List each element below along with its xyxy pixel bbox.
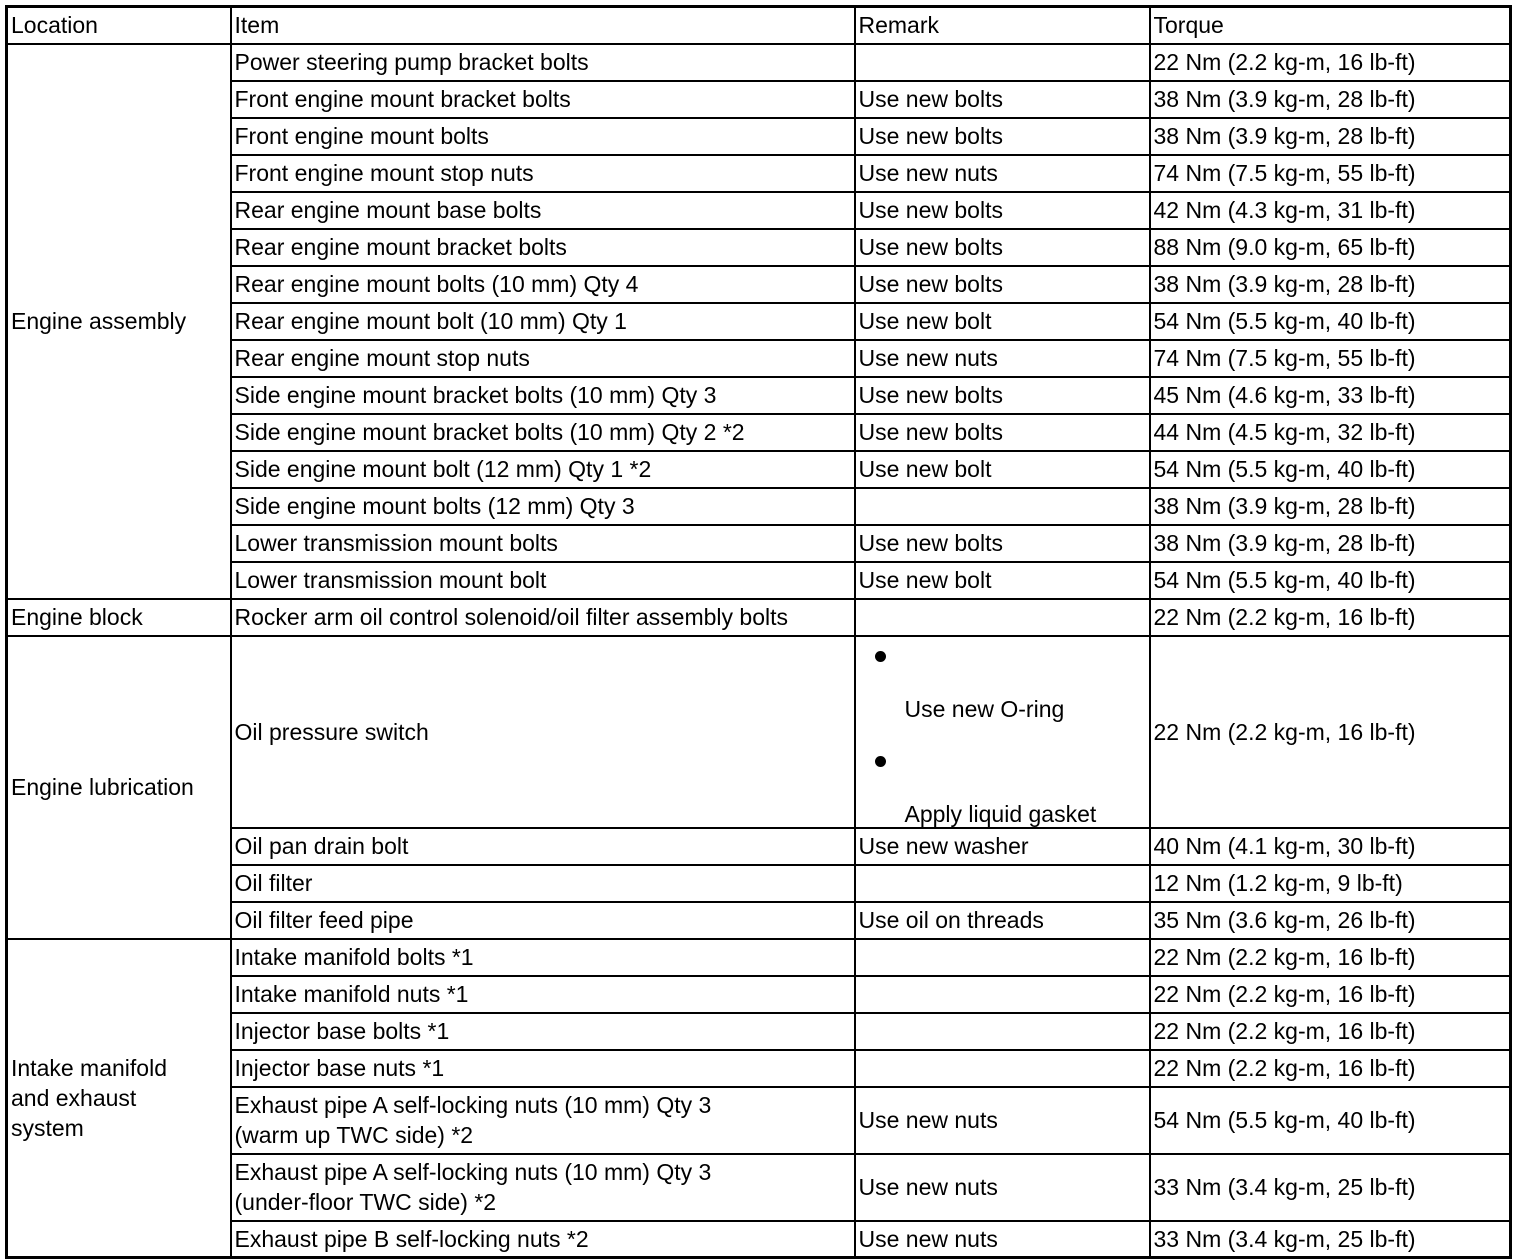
item-cell: Injector base nuts *1 <box>231 1050 855 1087</box>
header-item: Item <box>231 7 855 44</box>
table-row <box>7 525 1511 562</box>
item-cell: Oil pressure switch <box>231 636 855 828</box>
item-line: (under-floor TWC side) *2 <box>234 1189 497 1215</box>
table-row <box>7 828 1511 865</box>
location-cell: Engine lubrication <box>7 636 231 939</box>
item-cell: Rear engine mount stop nuts <box>231 340 855 377</box>
remark-cell <box>855 636 1150 828</box>
table-row <box>7 599 1511 636</box>
table-row <box>7 44 1511 81</box>
table-row <box>7 340 1511 377</box>
item-cell: Injector base bolts *1 <box>231 1013 855 1050</box>
table-row <box>7 155 1511 192</box>
item-cell: Front engine mount stop nuts <box>231 155 855 192</box>
torque-cell: 22 Nm (2.2 kg-m, 16 lb-ft) <box>1150 1050 1511 1087</box>
remark-cell: Use new bolts <box>855 266 1150 303</box>
item-cell <box>231 1154 855 1221</box>
table-row <box>7 451 1511 488</box>
torque-spec-table <box>5 5 1512 1259</box>
torque-cell: 40 Nm (4.1 kg-m, 30 lb-ft) <box>1150 828 1511 865</box>
item-cell: Intake manifold nuts *1 <box>231 976 855 1013</box>
remark-cell <box>855 865 1150 902</box>
remark-cell <box>855 599 1150 636</box>
item-cell: Rear engine mount base bolts <box>231 192 855 229</box>
remark-cell: Use new bolt <box>855 451 1150 488</box>
table-row <box>7 939 1511 976</box>
item-cell: Intake manifold bolts *1 <box>231 939 855 976</box>
remark-cell <box>855 1050 1150 1087</box>
item-cell: Rear engine mount bracket bolts <box>231 229 855 266</box>
item-cell: Oil pan drain bolt <box>231 828 855 865</box>
table-row <box>7 1087 1511 1154</box>
table-row <box>7 1013 1511 1050</box>
table-row <box>7 303 1511 340</box>
torque-cell: 22 Nm (2.2 kg-m, 16 lb-ft) <box>1150 1013 1511 1050</box>
item-cell: Lower transmission mount bolt <box>231 562 855 599</box>
remark-cell: Use new bolts <box>855 229 1150 266</box>
torque-cell: 22 Nm (2.2 kg-m, 16 lb-ft) <box>1150 976 1511 1013</box>
table-row <box>7 81 1511 118</box>
torque-cell: 44 Nm (4.5 kg-m, 32 lb-ft) <box>1150 414 1511 451</box>
location-cell: Engine block <box>7 599 231 636</box>
location-line: Intake manifold <box>11 1054 167 1081</box>
bullet-icon <box>875 756 886 767</box>
header-location: Location <box>7 7 231 44</box>
remark-cell: Use new bolts <box>855 192 1150 229</box>
table-row <box>7 1050 1511 1087</box>
torque-cell: 38 Nm (3.9 kg-m, 28 lb-ft) <box>1150 266 1511 303</box>
remark-cell: Use new nuts <box>855 1087 1150 1154</box>
torque-cell: 45 Nm (4.6 kg-m, 33 lb-ft) <box>1150 377 1511 414</box>
item-line: Exhaust pipe A self-locking nuts (10 mm) Qty 3 <box>234 1159 712 1185</box>
header-torque: Torque <box>1150 7 1511 44</box>
header-row <box>7 7 1511 44</box>
item-cell: Rear engine mount bolts (10 mm) Qty 4 <box>231 266 855 303</box>
remark-cell <box>855 1013 1150 1050</box>
item-cell: Oil filter feed pipe <box>231 902 855 939</box>
item-cell: Side engine mount bracket bolts (10 mm) Qty 2 *2 <box>231 414 855 451</box>
table-row <box>7 229 1511 266</box>
torque-cell: 35 Nm (3.6 kg-m, 26 lb-ft) <box>1150 902 1511 939</box>
table-row <box>7 414 1511 451</box>
torque-cell: 38 Nm (3.9 kg-m, 28 lb-ft) <box>1150 525 1511 562</box>
item-line: Exhaust pipe A self-locking nuts (10 mm) Qty 3 <box>234 1092 712 1118</box>
torque-cell: 74 Nm (7.5 kg-m, 55 lb-ft) <box>1150 155 1511 192</box>
remark-cell: Use new bolt <box>855 303 1150 340</box>
torque-cell: 54 Nm (5.5 kg-m, 40 lb-ft) <box>1150 1087 1511 1154</box>
remark-cell: Use new nuts <box>855 1154 1150 1221</box>
item-cell: Lower transmission mount bolts <box>231 525 855 562</box>
remark-cell <box>855 939 1150 976</box>
remark-bullet-text: Apply liquid gasket <box>904 800 1097 827</box>
torque-cell: 38 Nm (3.9 kg-m, 28 lb-ft) <box>1150 118 1511 155</box>
table-row <box>7 562 1511 599</box>
table-row <box>7 976 1511 1013</box>
table-row <box>7 1154 1511 1221</box>
torque-cell: 22 Nm (2.2 kg-m, 16 lb-ft) <box>1150 636 1511 828</box>
item-cell: Oil filter <box>231 865 855 902</box>
remark-cell: Use new nuts <box>855 340 1150 377</box>
table-row <box>7 865 1511 902</box>
remark-bullet-text: Use new O-ring <box>904 695 1065 722</box>
torque-cell: 22 Nm (2.2 kg-m, 16 lb-ft) <box>1150 599 1511 636</box>
torque-cell: 12 Nm (1.2 kg-m, 9 lb-ft) <box>1150 865 1511 902</box>
remark-cell: Use oil on threads <box>855 902 1150 939</box>
torque-cell: 22 Nm (2.2 kg-m, 16 lb-ft) <box>1150 44 1511 81</box>
item-cell <box>231 1087 855 1154</box>
location-line: and exhaust <box>11 1084 137 1111</box>
location-cell: Engine assembly <box>7 44 231 599</box>
remark-cell: Use new bolts <box>855 377 1150 414</box>
header-remark: Remark <box>855 7 1150 44</box>
item-cell: Front engine mount bracket bolts <box>231 81 855 118</box>
remark-cell: Use new washer <box>855 828 1150 865</box>
torque-cell: 74 Nm (7.5 kg-m, 55 lb-ft) <box>1150 340 1511 377</box>
torque-cell: 88 Nm (9.0 kg-m, 65 lb-ft) <box>1150 229 1511 266</box>
remark-cell: Use new bolts <box>855 525 1150 562</box>
remark-cell <box>855 44 1150 81</box>
location-cell <box>7 939 231 1258</box>
item-cell: Front engine mount bolts <box>231 118 855 155</box>
table-row <box>7 192 1511 229</box>
location-line: system <box>11 1114 84 1141</box>
table-row <box>7 1221 1511 1258</box>
item-cell: Side engine mount bracket bolts (10 mm) Qty 3 <box>231 377 855 414</box>
bullet-icon <box>875 651 886 662</box>
remark-cell: Use new bolts <box>855 81 1150 118</box>
table-row <box>7 488 1511 525</box>
table-row <box>7 377 1511 414</box>
item-cell: Side engine mount bolt (12 mm) Qty 1 *2 <box>231 451 855 488</box>
torque-cell: 54 Nm (5.5 kg-m, 40 lb-ft) <box>1150 303 1511 340</box>
table-row <box>7 902 1511 939</box>
torque-cell: 42 Nm (4.3 kg-m, 31 lb-ft) <box>1150 192 1511 229</box>
torque-cell: 33 Nm (3.4 kg-m, 25 lb-ft) <box>1150 1221 1511 1258</box>
torque-cell: 38 Nm (3.9 kg-m, 28 lb-ft) <box>1150 81 1511 118</box>
item-line: (warm up TWC side) *2 <box>234 1122 474 1148</box>
item-cell: Side engine mount bolts (12 mm) Qty 3 <box>231 488 855 525</box>
item-cell: Rear engine mount bolt (10 mm) Qty 1 <box>231 303 855 340</box>
table-row <box>7 118 1511 155</box>
remark-cell <box>855 488 1150 525</box>
remark-cell: Use new nuts <box>855 1221 1150 1258</box>
torque-cell: 38 Nm (3.9 kg-m, 28 lb-ft) <box>1150 488 1511 525</box>
table-row <box>7 266 1511 303</box>
torque-cell: 22 Nm (2.2 kg-m, 16 lb-ft) <box>1150 939 1511 976</box>
remark-cell: Use new bolts <box>855 118 1150 155</box>
table-row <box>7 636 1511 828</box>
remark-cell: Use new bolts <box>855 414 1150 451</box>
remark-cell: Use new bolt <box>855 562 1150 599</box>
item-cell: Power steering pump bracket bolts <box>231 44 855 81</box>
remark-cell <box>855 976 1150 1013</box>
item-cell: Exhaust pipe B self-locking nuts *2 <box>231 1221 855 1258</box>
torque-cell: 33 Nm (3.4 kg-m, 25 lb-ft) <box>1150 1154 1511 1221</box>
remark-bullet-list <box>856 638 1149 826</box>
remark-cell: Use new nuts <box>855 155 1150 192</box>
torque-cell: 54 Nm (5.5 kg-m, 40 lb-ft) <box>1150 451 1511 488</box>
item-cell: Rocker arm oil control solenoid/oil filter assembly bolts <box>231 599 855 636</box>
torque-cell: 54 Nm (5.5 kg-m, 40 lb-ft) <box>1150 562 1511 599</box>
